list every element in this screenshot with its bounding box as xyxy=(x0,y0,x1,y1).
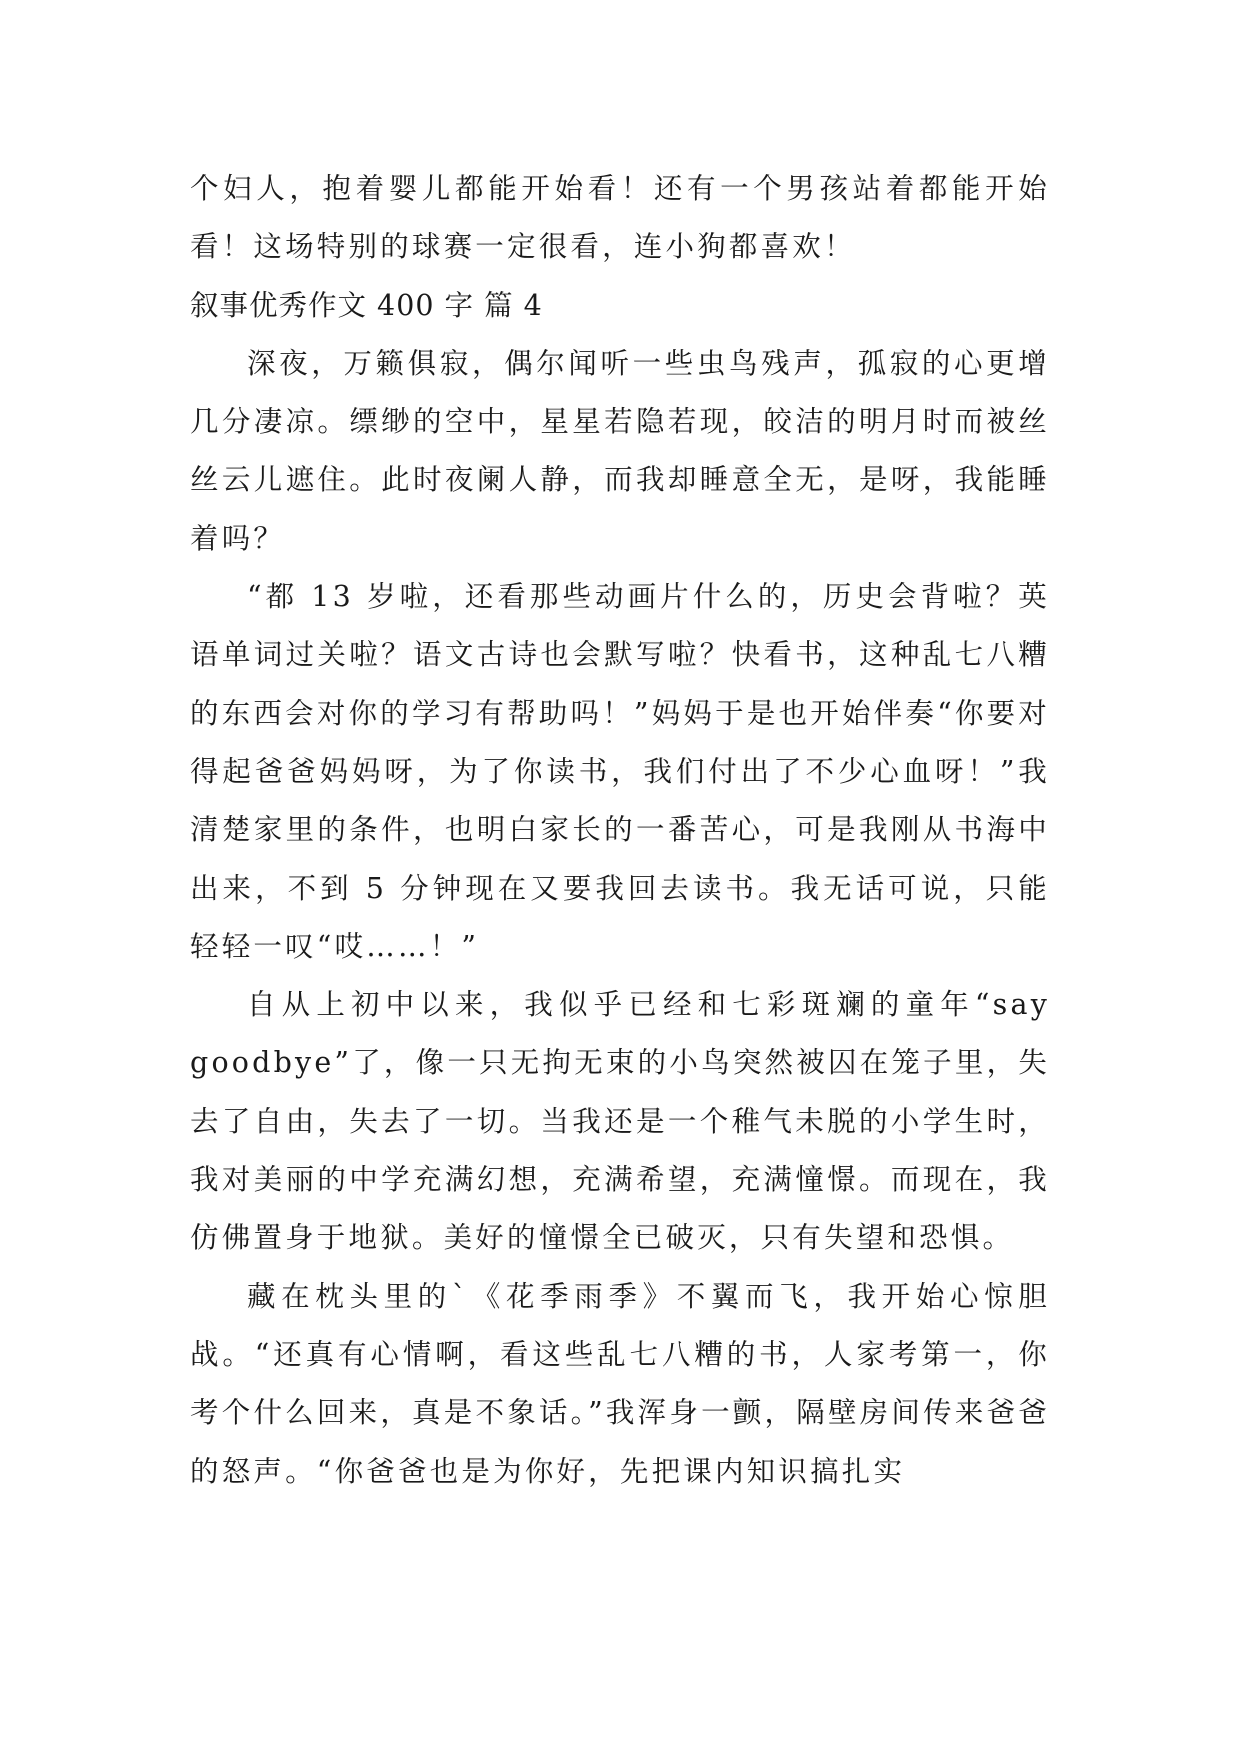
paragraph-middle-school: 自从上初中以来，我似乎已经和七彩斑斓的童年“say goodbye”了，像一只无拘无束的小鸟突然被囚在笼子里，失去了自由，失去了一切。当我还是一个稚气未脱的小学生时，我对美丽的中学充满幻想，充满希望，充满憧憬。而现在，我仿佛置身于地狱。美好的憧憬全已破灭，只有失望和恐惧。 xyxy=(190,988,1050,1255)
paragraph-mother: “都 13 岁啦，还看那些动画片什么的，历史会背啦？英语单词过关啦？语文古诗也会默写啦？快看书，这种乱七八糟的东西会对你的学习有帮助吗！”妈妈于是也开始伴奏“你要对得起爸爸妈妈呀，为了你读书，我们付出了不少心血呀！”我清楚家里的条件，也明白家长的一番苦心，可是我刚从书海中出来，不到 5 分钟现在又要我回去读书。我无话可说，只能轻轻一叹“哎……！” xyxy=(190,580,1050,963)
paragraph-continuation: 个妇人，抱着婴儿都能开始看！还有一个男孩站着都能开始看！这场特别的球赛一定很看，连小狗都喜欢！ xyxy=(190,172,1050,264)
paragraph-night: 深夜，万籁俱寂，偶尔闻听一些虫鸟残声，孤寂的心更增几分凄凉。缥缈的空中，星星若隐若现，皎洁的明月时而被丝丝云儿遮住。此时夜阑人静，而我却睡意全无，是呀，我能睡着吗？ xyxy=(190,346,1050,555)
essay-body xyxy=(190,160,1050,1501)
essay-heading: 叙事优秀作文 400 字 篇 4 xyxy=(190,288,543,322)
paragraph-book: 藏在枕头里的`《花季雨季》不翼而飞，我开始心惊胆战。“还真有心情啊，看这些乱七八糟的书，人家考第一，你考个什么回来，真是不象话。”我浑身一颤，隔壁房间传来爸爸的怒声。“你爸爸也是为你好，先把课内知识搞扎实 xyxy=(190,1279,1050,1488)
